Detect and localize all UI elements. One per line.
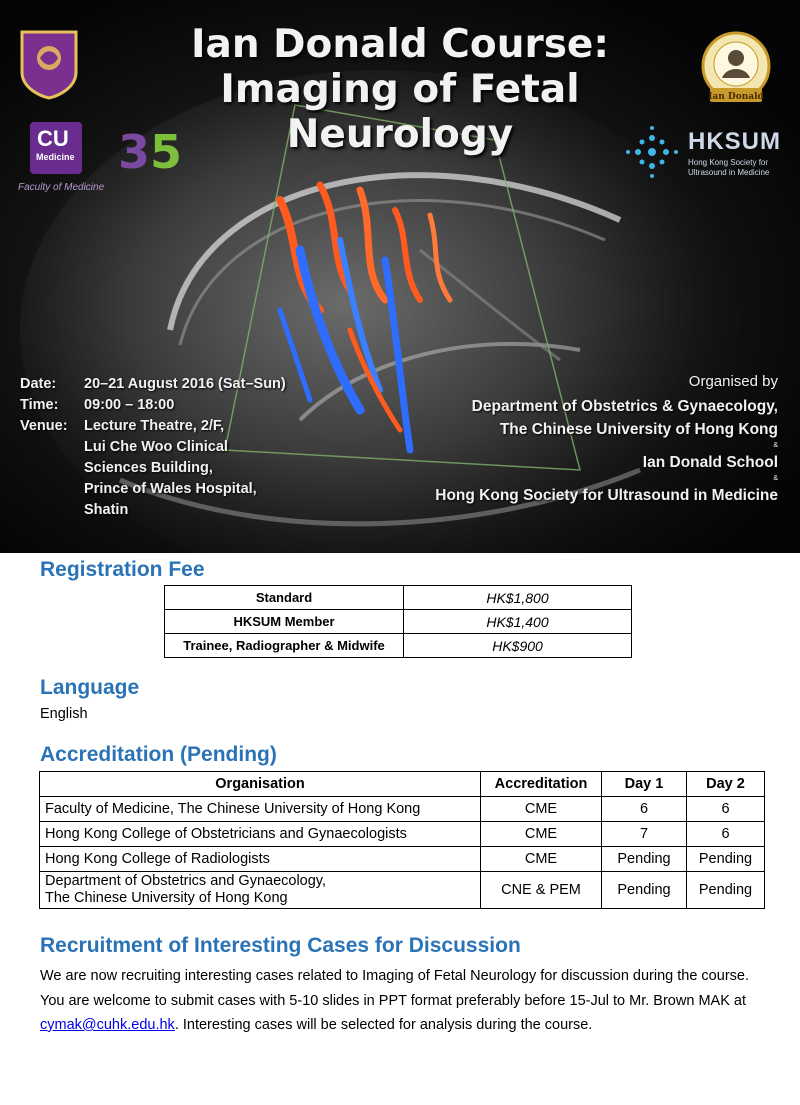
cu-medicine-cu-text: CU xyxy=(37,126,69,151)
recruitment-text-1: We are now recruiting interesting cases related to Imaging of Fetal Neurology for discussion during the course. You are welcome to submit cases with 5-10 slides in PPT format preferably before 15-Jul to Mr. Brown MAK at xyxy=(40,968,749,1009)
organiser-line-1: Department of Obstetrics & Gynaecology, xyxy=(471,398,778,415)
date-value: 20–21 August 2016 (Sat–Sun) xyxy=(84,376,286,392)
email-link[interactable]: cymak@cuhk.edu.hk xyxy=(40,1017,175,1033)
organiser-3: Hong Kong Society for Ultrasound in Medicine xyxy=(435,487,778,504)
day-2-cell: 6 xyxy=(687,797,765,822)
fee-category: Trainee, Radiographer & Midwife xyxy=(165,634,404,658)
organiser-line-2: The Chinese University of Hong Kong xyxy=(499,421,778,438)
language-heading: Language xyxy=(40,676,140,699)
ian-donald-school-seal-icon xyxy=(696,30,776,108)
course-title-line-1: Ian Donald Course: xyxy=(191,22,609,67)
table-row xyxy=(165,610,632,634)
organisation-line-2: The Chinese University of Hong Kong xyxy=(45,890,288,906)
recruitment-paragraph xyxy=(40,964,768,1038)
accreditation-table xyxy=(39,771,765,909)
accreditation-cell: CNE & PEM xyxy=(481,872,602,909)
table-row xyxy=(165,634,632,658)
column-header-accreditation: Accreditation xyxy=(481,772,602,797)
venue-line-5: Shatin xyxy=(84,502,129,518)
accreditation-cell: CME xyxy=(481,822,602,847)
anniv-digit-5: 5 xyxy=(150,125,183,179)
hksum-subtitle: Hong Kong Society for Ultrasound in Medicine xyxy=(688,158,770,177)
venue-line-2: Lui Che Woo Clinical xyxy=(84,439,228,455)
day-2-cell: 6 xyxy=(687,822,765,847)
fee-amount: HK$1,400 xyxy=(404,610,632,634)
organisation-line-1: Department of Obstetrics and Gynaecology, xyxy=(45,873,327,889)
venue-line-1: Lecture Theatre, 2/F, xyxy=(84,418,225,434)
ian-donald-seal-label: Ian Donald xyxy=(708,92,764,102)
ampersand-1: & xyxy=(773,442,778,449)
day-1-cell: 7 xyxy=(602,822,687,847)
day-1-cell: Pending xyxy=(602,847,687,872)
cu-medicine-badge xyxy=(30,122,82,174)
ampersand-2: & xyxy=(773,475,778,482)
language-value: English xyxy=(40,706,88,722)
organisation-cell: Hong Kong College of Obstetricians and Gynaecologists xyxy=(40,822,481,847)
organisers xyxy=(435,370,778,507)
registration-fee-heading: Registration Fee xyxy=(40,558,205,581)
table-header-row xyxy=(40,772,765,797)
fee-category: HKSUM Member xyxy=(165,610,404,634)
organisation-cell: Hong Kong College of Radiologists xyxy=(40,847,481,872)
fee-amount: HK$900 xyxy=(404,634,632,658)
recruitment-heading: Recruitment of Interesting Cases for Discussion xyxy=(40,934,521,957)
venue-line-3: Sciences Building, xyxy=(84,460,213,476)
anniv-digit-3: 3 xyxy=(118,125,151,179)
organisation-cell xyxy=(40,872,481,909)
table-row xyxy=(40,847,765,872)
time-label: Time: xyxy=(20,397,59,413)
column-header-day-2: Day 2 xyxy=(687,772,765,797)
day-2-cell: Pending xyxy=(687,872,765,909)
registration-fee-table xyxy=(164,585,632,658)
day-1-cell: Pending xyxy=(602,872,687,909)
fee-amount: HK$1,800 xyxy=(404,586,632,610)
organiser-2: Ian Donald School xyxy=(642,454,778,471)
organisation-cell: Faculty of Medicine, The Chinese University of Hong Kong xyxy=(40,797,481,822)
table-row xyxy=(40,822,765,847)
cuhk-crest-icon xyxy=(18,28,80,100)
accreditation-cell: CME xyxy=(481,847,602,872)
time-value: 09:00 – 18:00 xyxy=(84,397,175,413)
table-row xyxy=(40,872,765,909)
organised-by-label: Organised by xyxy=(688,373,778,390)
course-title-line-3: Neurology xyxy=(286,112,514,157)
cu-medicine-faculty-text: Faculty of Medicine xyxy=(18,182,105,193)
table-row xyxy=(40,797,765,822)
course-title-line-2: Imaging of Fetal xyxy=(220,67,580,112)
date-label: Date: xyxy=(20,376,57,392)
venue-line-4: Prince of Wales Hospital, xyxy=(84,481,257,497)
cu-medicine-logo xyxy=(18,122,114,202)
hksum-name: HKSUM xyxy=(688,128,781,155)
course-title xyxy=(150,22,650,157)
day-1-cell: 6 xyxy=(602,797,687,822)
column-header-organisation: Organisation xyxy=(40,772,481,797)
column-header-day-1: Day 1 xyxy=(602,772,687,797)
venue-label: Venue: xyxy=(20,418,68,434)
table-row xyxy=(165,586,632,610)
recruitment-text-2: . Interesting cases will be selected for analysis during the course. xyxy=(174,1017,593,1033)
day-2-cell: Pending xyxy=(687,847,765,872)
cu-medicine-medicine-text: Medicine xyxy=(36,152,75,162)
accreditation-cell: CME xyxy=(481,797,602,822)
fee-category: Standard xyxy=(165,586,404,610)
accreditation-heading: Accreditation (Pending) xyxy=(40,743,277,766)
